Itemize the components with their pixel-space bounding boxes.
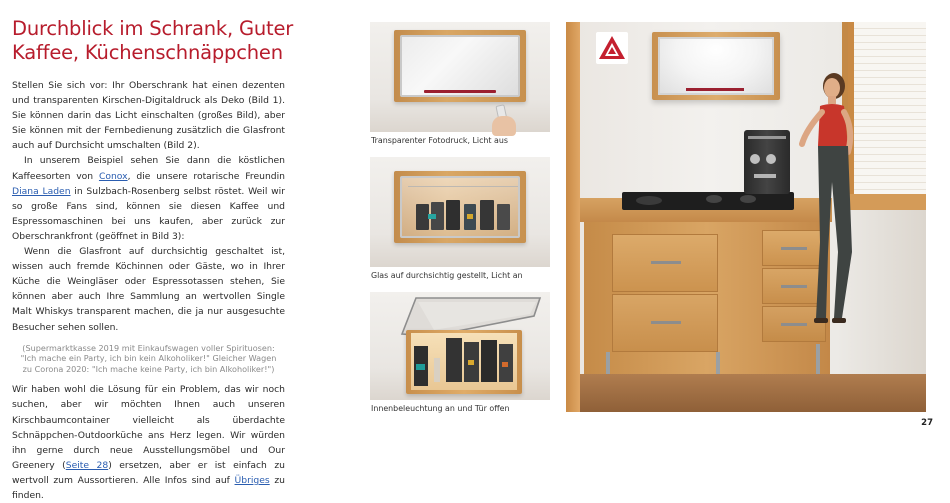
link-diana-laden[interactable]: Diana Laden xyxy=(12,185,71,197)
paragraph-2-text-b: , die unsere rotarische Freundin xyxy=(127,170,285,182)
coffee-bag xyxy=(446,200,460,230)
paragraph-2-text-a: In unserem Beispiel sehen Sie dann die köstlichen Kaffeesorten von xyxy=(12,155,285,182)
paragraph-4 xyxy=(12,382,285,503)
coffee-bag xyxy=(446,338,462,382)
paragraph-4-text-a: Wir haben wohl die Lösung für ein Problem, das wir noch suchen, aber wir möchten Ihnen auch unseren Kirschbaumcontainer vielleicht als überdachte Schnäppchen-Outdoorküche ans Herz legen. Wir würden ihn gerne durch neue Ausstellungsmöbel und Our Greenery ( xyxy=(12,384,285,471)
drawer-left-top xyxy=(612,234,718,292)
coffee-bag xyxy=(497,204,510,230)
link-uebriges[interactable]: Übriges xyxy=(234,474,270,486)
wooden-floor xyxy=(580,374,926,412)
link-seite-28[interactable]: Seite 28 xyxy=(65,459,109,471)
espresso-machine xyxy=(744,130,790,194)
photo-cabinet-open-light-on xyxy=(370,292,550,400)
cabinet-brand-strip xyxy=(424,90,496,93)
wall-cabinet xyxy=(394,171,526,243)
page-number: 27 xyxy=(921,418,933,428)
paragraph-1: Stellen Sie sich vor: Ihr Oberschrank hat einen dezenten und transparenten Kirschen-Digitaldruck als Deko (Bild 1). Sie können darin das Licht einschalten (großes Bild), aber Sie können mit der Fernbedienung zusätzlich die Glasfront auch auf Durchsicht umschalten (Bild 2). xyxy=(12,80,285,152)
paragraph-2-text-c: in Sulzbach-Rosenberg selbst röstet. Weil wir so große Fans sind, können sie diesen Kaffee und Espressomaschinen bei uns kaufen, aber zurück zur Oberschrankfront (geöffnet in Bild 3): xyxy=(12,185,285,242)
wall-cabinet xyxy=(394,30,526,102)
article-body xyxy=(12,78,285,503)
hand-shape xyxy=(492,116,516,136)
coffee-bag xyxy=(480,200,494,230)
photo-kitchen-showroom xyxy=(566,22,926,412)
triangle-logo xyxy=(596,32,628,64)
paragraph-4-text-b: ) ersetzen, aber er ist einfach zu wertvoll zum Aussortieren. Alle Infos sind auf xyxy=(12,459,285,486)
article-headline: Durchblick im Schrank, Guter Kaffee, Küchenschnäppchen xyxy=(12,17,294,64)
cabinet-brand-strip xyxy=(686,88,744,91)
caption-photo-2: Glas auf durchsichtig gestellt, Licht an xyxy=(371,271,523,280)
paragraph-2 xyxy=(12,153,285,244)
cooktop xyxy=(622,192,794,210)
caption-photo-3: Innenbeleuchtung an und Tür offen xyxy=(371,404,510,413)
aside-joke: (Supermarktkasse 2019 mit Einkaufswagen voller Spirituosen: "Ich mache ein Party, ich bin kein Alkoholiker!" Gleicher Wagen zu Corona 2020: "Ich mache keine Party, ich bin Alkoholiker!") xyxy=(20,342,277,374)
coffee-bag xyxy=(481,340,497,382)
paragraph-4-text-c: zu finden. xyxy=(12,474,285,502)
link-conox[interactable]: Conox xyxy=(98,170,128,182)
paragraph-3: Wenn die Glasfront auf durchsichtig geschaltet ist, wissen auch fremde Köchinnen oder Gäste, wo in Ihrer Küche die Weingläser oder Espressotassen stehen, Sie können aber auch Ihre Sammlung an wertvollen Single Malt Whiskys transparent machen, die ja nur ausgesuchte Besucher sehen sollen. xyxy=(12,246,285,333)
wall-cabinet-lit xyxy=(652,32,780,100)
glass-jar xyxy=(434,358,440,382)
caption-photo-1: Transparenter Fotodruck, Licht aus xyxy=(371,136,508,145)
photo-cabinet-print-light-off xyxy=(370,22,550,132)
wooden-pillar xyxy=(566,22,580,412)
photo-cabinet-transparent-light-on xyxy=(370,157,550,267)
drawer-left-bottom xyxy=(612,294,718,352)
woman-figure xyxy=(798,72,878,362)
wall-cabinet-open xyxy=(406,330,522,394)
triangle-logo-icon xyxy=(596,32,628,64)
